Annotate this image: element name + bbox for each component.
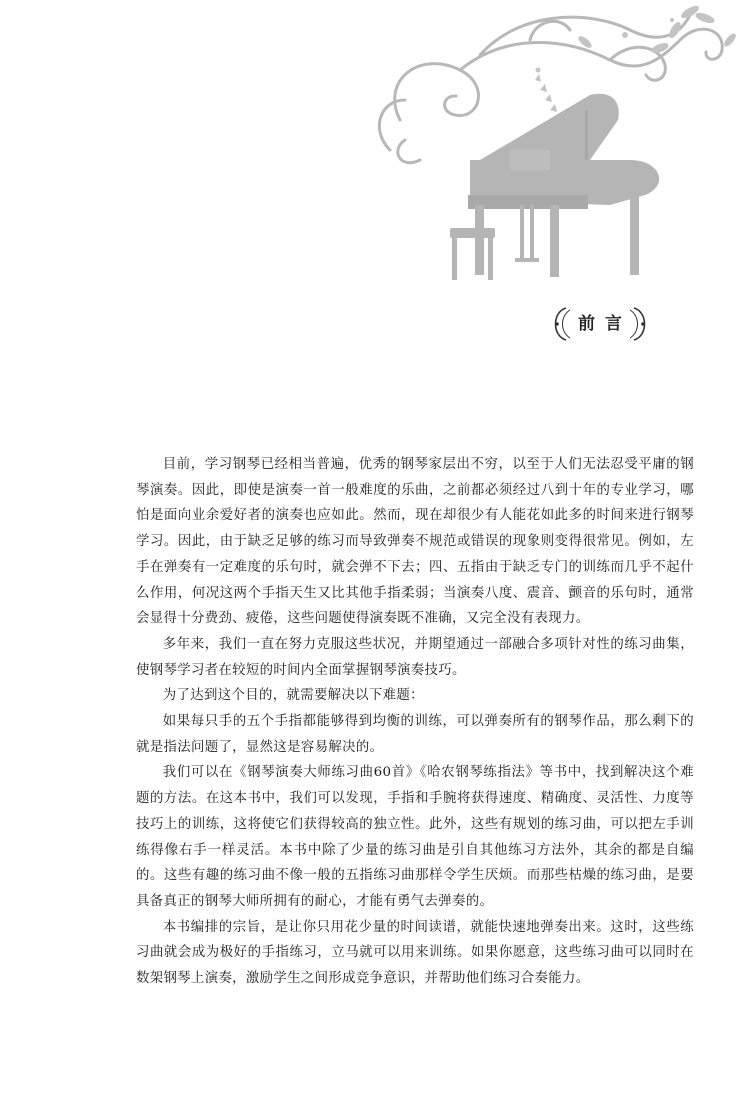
paragraph-1: 目前，学习钢琴已经相当普遍，优秀的钢琴家层出不穷，以至于人们无法忍受平庸的钢琴演奏。因此，即使是演奏一首一般难度的乐曲，之前都必须经过八到十年的专业学习，哪怕是面向业余爱好者的演奏也应如此。然而，现在却很少有人能花如此多的时间来进行钢琴学习。因此，由于缺乏足够的练习而导致弹奏不规范或错误的现象则变得很常见。例如，左手在弹奏有一定难度的乐句时，就会弹不下去；四、五指由于缺乏专门的训练而几乎不起什么作用，何况这两个手指天生又比其他手指柔弱；当演奏八度、震音、颤音的乐句时，通常会显得十分费劲、疲倦，这些问题使得演奏既不准确，又完全没有表现力。: [136, 457, 694, 627]
piano-illustration: [360, 0, 750, 300]
paragraph-5: 我们可以在《钢琴演奏大师练习曲60首》《哈农钢琴练指法》等书中，找到解决这个难题的方法。在这本书中，我们可以发现，手指和手腕将获得速度、精确度、灵活性、力度等技巧上的训练，这将使它们获得较高的独立性。此外，这些有规划的练习曲，可以把左手训练得像右手一样灵活。本书中除了少量的练习曲是引自其他练习方法外，其余的都是自编的。这些有趣的练习曲不像一般的五指练习曲那样令学生厌烦。而那些枯燥的练习曲，是要具备真正的钢琴大师所拥有的耐心，才能有勇气去弹奏的。: [136, 765, 694, 909]
paragraph-2: 多年来，我们一直在努力克服这些状况，并期望通过一部融合多项针对性的练习曲集，使钢琴学习者在较短的时间内全面掌握钢琴演奏技巧。: [136, 636, 694, 678]
heading-badge: [548, 302, 652, 346]
body-text: [136, 452, 694, 992]
paragraph-4: 如果每只手的五个手指都能够得到均衡的训练，可以弹奏所有的钢琴作品，那么剩下的就是指法问题了，显然这是容易解决的。: [136, 714, 694, 755]
page-heading: 前言: [578, 314, 632, 334]
paragraph-6: 本书编排的宗旨，是让你只用花少量的时间读谱，就能快速地弹奏出来。这时，这些练习曲就会成为极好的手指练习，立马就可以用来训练。如果你愿意，这些练习曲可以同时在数架钢琴上演奏，激励学生之间形成竞争意识，并帮助他们练习合奏能力。: [136, 919, 694, 987]
paragraph-3: 为了达到这个目的，就需要解决以下难题：: [162, 688, 424, 704]
